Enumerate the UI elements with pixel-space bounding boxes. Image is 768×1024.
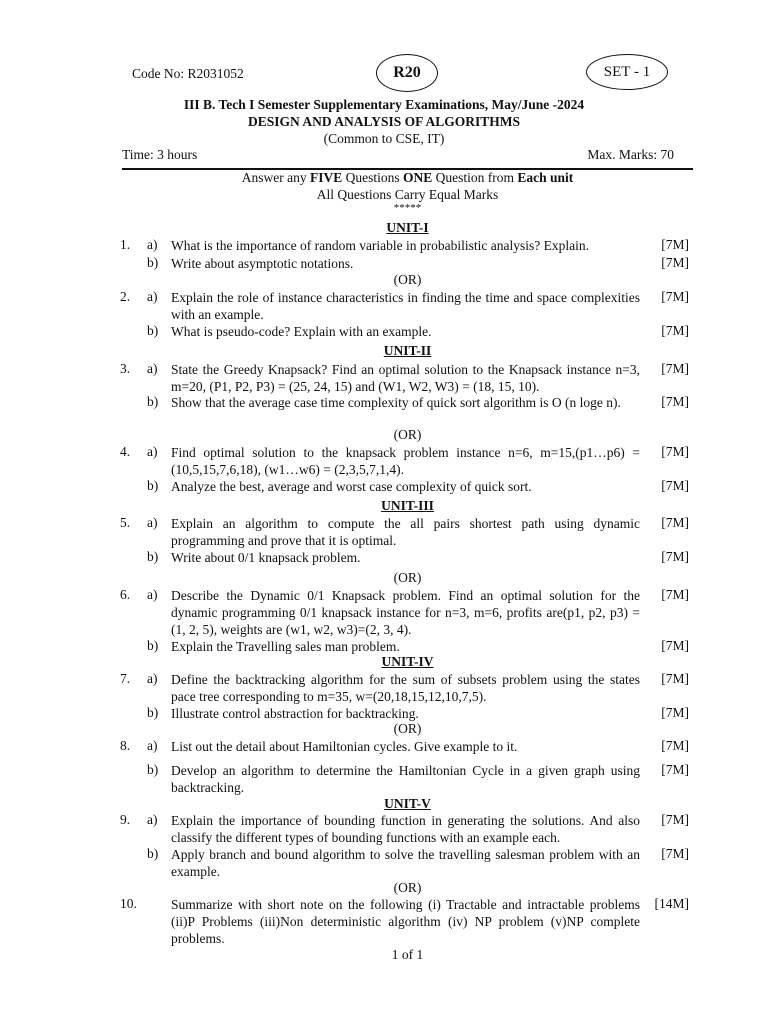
question-6a-marks: [7M]: [661, 587, 689, 602]
sub-label-b: b): [147, 705, 159, 720]
unit-heading-2: UNIT-II: [383, 343, 432, 358]
sub-label-b: b): [147, 846, 159, 861]
instruction-line-2: All Questions Carry Equal Marks: [316, 187, 499, 202]
question-8b-marks: [7M]: [661, 762, 689, 777]
unit-heading-5: UNIT-V: [384, 796, 431, 811]
question-5b-text: Write about 0/1 knapsack problem.: [171, 550, 361, 565]
or-separator: (OR): [393, 427, 422, 442]
sub-label-b: b): [147, 478, 159, 493]
question-4b-text: Analyze the best, average and worst case complexity of quick sort.: [171, 479, 532, 494]
exam-title: III B. Tech I Semester Supplementary Examinations, May/June -2024: [183, 97, 585, 112]
question-3a-marks: [7M]: [661, 361, 689, 376]
question-number: 7.: [120, 671, 131, 686]
subject-title: DESIGN AND ANALYSIS OF ALGORITHMS: [247, 114, 521, 129]
sub-label-b: b): [147, 638, 159, 653]
question-5b-marks: [7M]: [661, 549, 689, 564]
question-7a-text: Define the backtracking algorithm for the sum of subsets problem using the states pace tree corresponding to m=35, w=(20,18,15,12,10,7,5).: [171, 672, 640, 704]
unit-heading-1: UNIT-I: [386, 220, 429, 235]
question-6b-text: Explain the Travelling sales man problem.: [171, 639, 400, 654]
sub-label-b: b): [147, 323, 159, 338]
question-10-marks: [14M]: [654, 896, 689, 911]
sub-label-a: a): [147, 671, 158, 686]
question-number: 2.: [120, 289, 131, 304]
sub-label-a: a): [147, 444, 158, 459]
sub-label-a: a): [147, 587, 158, 602]
question-number: 8.: [120, 738, 131, 753]
sub-label-a: a): [147, 361, 158, 376]
sub-label-b: b): [147, 549, 159, 564]
question-1a-marks: [7M]: [661, 237, 689, 252]
question-9b-marks: [7M]: [661, 846, 689, 861]
sub-label-b: b): [147, 394, 159, 409]
question-7a-marks: [7M]: [661, 671, 689, 686]
unit-heading-4: UNIT-IV: [381, 654, 434, 669]
question-number: 1.: [120, 237, 131, 252]
question-6b-marks: [7M]: [661, 638, 689, 653]
set-badge: SET - 1: [586, 54, 668, 90]
question-3b-marks: [7M]: [661, 394, 689, 409]
question-9b-text: Apply branch and bound algorithm to solve the travelling salesman problem with an example.: [171, 847, 640, 879]
or-separator: (OR): [393, 880, 422, 895]
question-number: 3.: [120, 361, 131, 376]
question-4a-marks: [7M]: [661, 444, 689, 459]
time-label: Time: 3 hours: [122, 147, 198, 162]
stars-separator: *****: [393, 202, 422, 214]
question-number: 5.: [120, 515, 131, 530]
sub-label-b: b): [147, 762, 159, 777]
question-2a-text: Explain the role of instance characteristics in finding the time and space complexities with an example.: [171, 290, 640, 322]
instruction-line-1: Answer any FIVE Questions ONE Question from Each unit: [241, 170, 574, 185]
sub-label-b: b): [147, 255, 159, 270]
question-4a-text: Find optimal solution to the knapsack problem instance n=6, m=15,(p1…p6) = (10,5,15,7,6,18), (w1…w6) = (2,3,5,7,1,4).: [171, 445, 640, 477]
common-note: (Common to CSE, IT): [323, 131, 445, 146]
question-2b-text: What is pseudo-code? Explain with an example.: [171, 324, 432, 339]
question-10-text: Summarize with short note on the following (i) Tractable and intractable problems (ii)P Problems (iii)Non deterministic algorithm (iv) NP problem (v)NP complete problems.: [171, 897, 640, 946]
sub-label-a: a): [147, 515, 158, 530]
question-7b-text: Illustrate control abstraction for backtracking.: [171, 706, 419, 721]
question-number: 4.: [120, 444, 131, 459]
question-3b-text: Show that the average case time complexity of quick sort algorithm is O (n loge n).: [171, 395, 621, 410]
question-8b-text: Develop an algorithm to determine the Hamiltonian Cycle in a given graph using backtracking.: [171, 763, 640, 795]
question-4b-marks: [7M]: [661, 478, 689, 493]
page-number: 1 of 1: [391, 947, 424, 962]
or-separator: (OR): [393, 721, 422, 736]
question-5a-marks: [7M]: [661, 515, 689, 530]
question-8a-marks: [7M]: [661, 738, 689, 753]
question-5a-text: Explain an algorithm to compute the all pairs shortest path using dynamic programming and prove that it is optimal.: [171, 516, 640, 548]
question-8a-text: List out the detail about Hamiltonian cycles. Give example to it.: [171, 739, 518, 754]
question-number: 6.: [120, 587, 131, 602]
or-separator: (OR): [393, 570, 422, 585]
regulation-badge: R20: [376, 54, 438, 92]
code-number: Code No: R2031052: [132, 66, 244, 81]
question-9a-text: Explain the importance of bounding function in generating the solutions. And also classify the different types of bounding functions with an example each.: [171, 813, 640, 845]
sub-label-a: a): [147, 237, 158, 252]
question-6a-text: Describe the Dynamic 0/1 Knapsack problem. Find an optimal solution for the dynamic programming 0/1 knapsack instance for n=3, m=6, profits are(p1, p2, p3) = (1, 2, 5), weights are (w1, w2, w3)=(2, 3, 4).: [171, 588, 640, 637]
question-1b-text: Write about asymptotic notations.: [171, 256, 354, 271]
question-1b-marks: [7M]: [661, 255, 689, 270]
or-separator: (OR): [393, 272, 422, 287]
question-2a-marks: [7M]: [661, 289, 689, 304]
sub-label-a: a): [147, 812, 158, 827]
question-7b-marks: [7M]: [661, 705, 689, 720]
max-marks-label: Max. Marks: 70: [587, 147, 674, 162]
sub-label-a: a): [147, 738, 158, 753]
question-number: 10.: [120, 896, 137, 911]
sub-label-a: a): [147, 289, 158, 304]
question-2b-marks: [7M]: [661, 323, 689, 338]
unit-heading-3: UNIT-III: [381, 498, 434, 513]
question-3a-text: State the Greedy Knapsack? Find an optimal solution to the Knapsack instance n=3, m=20, (P1, P2, P3) = (25, 24, 15) and (W1, W2, W3) = (18, 15, 10).: [171, 362, 640, 394]
question-number: 9.: [120, 812, 131, 827]
question-1a-text: What is the importance of random variable in probabilistic analysis? Explain.: [171, 238, 589, 253]
question-9a-marks: [7M]: [661, 812, 689, 827]
